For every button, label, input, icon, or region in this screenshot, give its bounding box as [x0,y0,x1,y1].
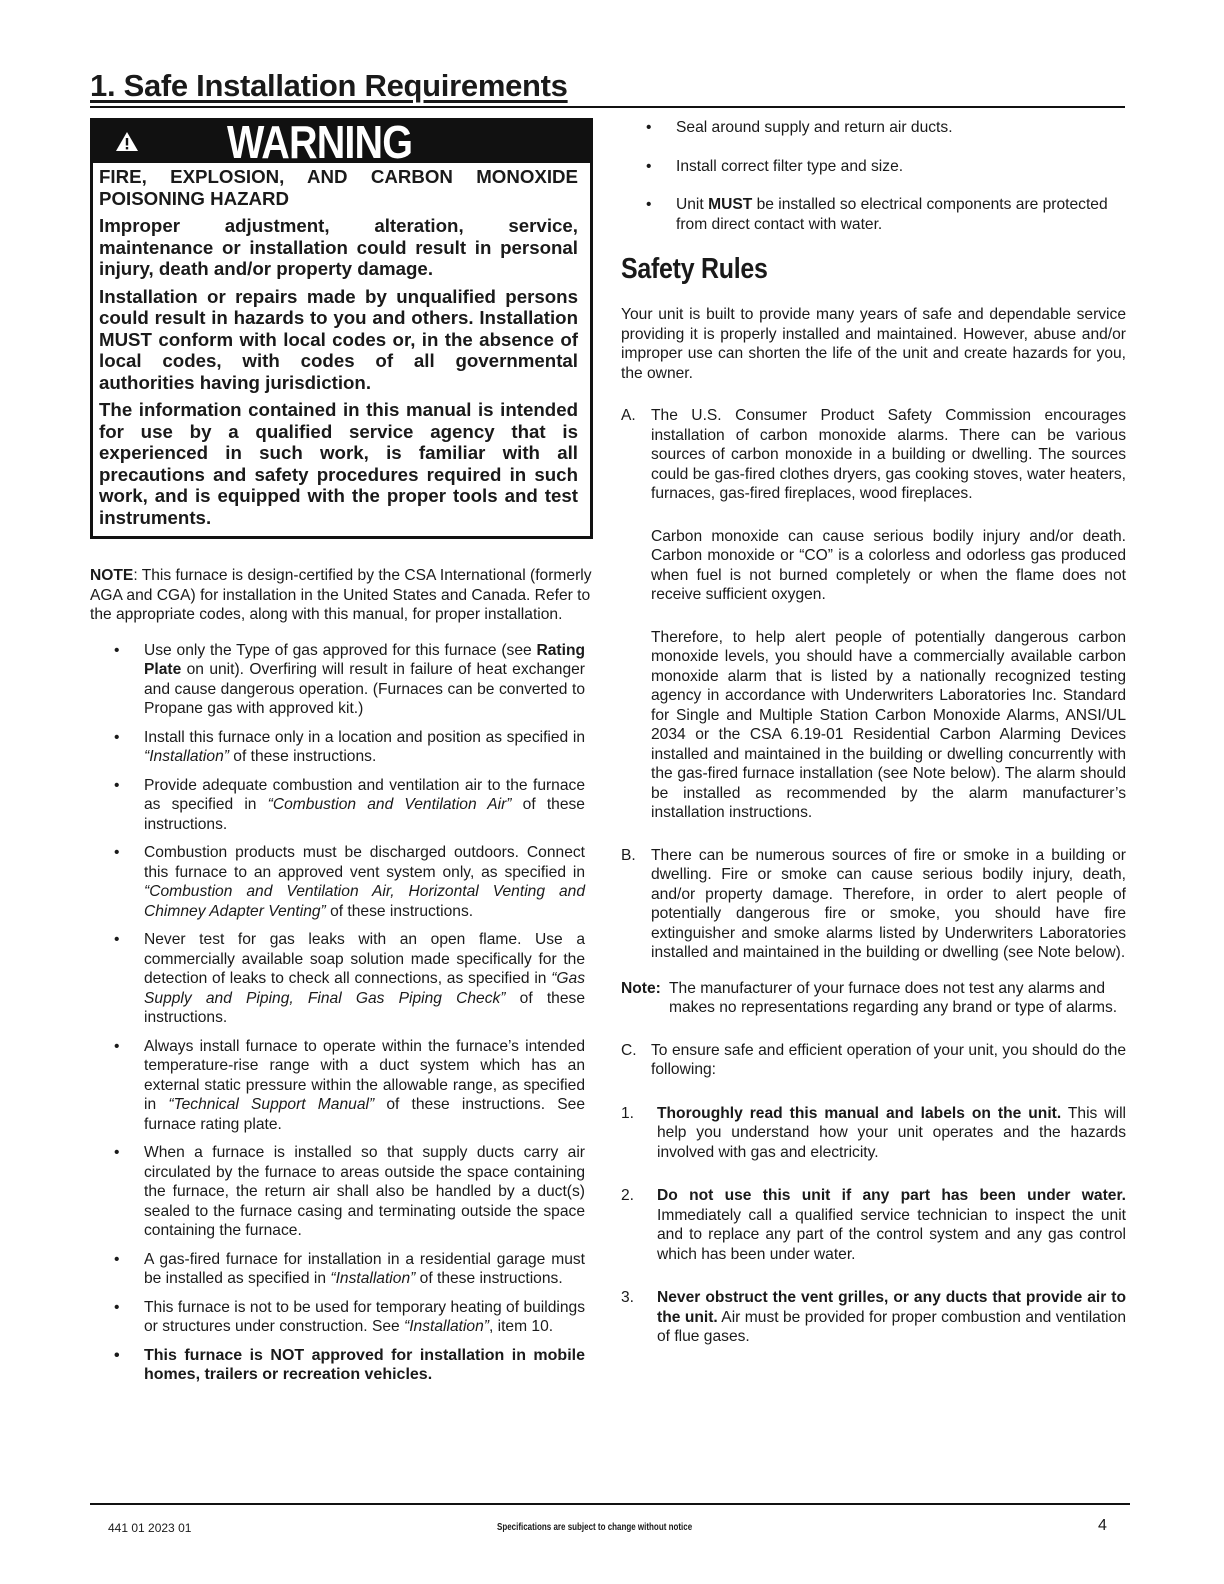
warning-box [90,118,593,539]
bullet-icon: • [114,1346,120,1364]
note-paragraph [90,566,593,625]
item-c [621,1041,1126,1080]
safety-intro: Your unit is built to provide many years of safe and dependable service providing it is properly installed and maintained. However, abuse and/or improper use can shorten the life of the unit and create hazards for you, the owner. [621,306,1126,382]
item-a-text: The U.S. Consumer Product Safety Commission encourages installation of carbon monoxide alarms. There can be various sources of carbon monoxide in a building or dwelling. The sources could be gas-fired clothes dryers, gas cooking stoves, water heaters, furnaces, gas-fired fireplaces, wood fireplaces. [651,407,1126,502]
footer-notice: Specifications are subject to change without notice [497,1522,693,1533]
bullet-icon: • [646,157,652,175]
bullet-icon: • [646,119,652,136]
list-item: • Combustion products must be discharged outdoors. Connect this furnace to an approved vent system only, as specified in “Combustion and Ventilation Air, Horizontal Venting and Chimney Adapter Venting” of these instructions. [114,844,585,920]
numbered-item: 2. Do not use this unit if any part has been under water. Immediately call a qualified service technician to inspect the unit and to replace any part of the control system and any gas control which has been under water. [621,1187,1126,1263]
alarm-note-label: Note: [621,979,661,997]
warning-paragraph: Installation or repairs made by unqualified persons could result in hazards to you and others. Installation MUST conform with local codes or, in the absence of local codes, with codes of all governmental authorities having jurisdiction. [99,285,578,393]
bullet-icon: • [114,776,120,794]
page-number: 4 [1098,1517,1107,1534]
list-item: • Always install furnace to operate within the furnace’s intended temperature-rise range with a duct system which has an external static pressure within the allowable range, as specified in “Technical Support Manual” of these instructions. See furnace rating plate. [114,1037,585,1133]
note-text: : This furnace is design-certified by the CSA International (formerly AGA and CGA) for installation in the United States and Canada. Refer to the appropriate codes, along with this manual, for proper installation. [90,567,592,623]
item-b-text: There can be numerous sources of fire or smoke in a building or dwelling. Fire or smoke can cause serious bodily injury, death, and/or property damage. Therefore, in order to alert people of potentially dangerous fire or smoke, you should have fire extinguisher and smoke alarms listed by Underwriters Laboratories installed and maintained in the building or dwelling (see Note below). [651,846,1126,961]
warning-body [93,163,590,536]
bullet-icon: • [114,844,120,861]
requirements-list [90,641,593,1385]
numbered-item: 1. Thoroughly read this manual and labels on the unit. This will help you understand how your unit operates and the hazards involved with gas and electricity. [621,1104,1126,1161]
section-title: 1. Safe Installation Requirements [90,68,568,103]
document-number: 441 01 2023 01 [108,1521,192,1535]
list-item: • This furnace is not to be used for temporary heating of buildings or structures under construction. See “Installation”, item 10. [114,1298,585,1335]
bullet-icon: • [114,728,120,746]
warning-paragraph: Improper adjustment, alteration, service, maintenance or installation could result in personal injury, death and/or property damage. [99,215,578,279]
bullet-icon: • [114,1144,120,1161]
list-item: • A gas-fired furnace for installation in a residential garage must be installed as specified in “Installation” of these instructions. [114,1250,585,1287]
bullet-icon: • [114,1037,120,1055]
bullet-icon: • [114,1298,120,1316]
left-column [90,118,593,1394]
item-a-label: A. [621,407,636,424]
item-b [621,846,1126,963]
bullet-icon: • [114,931,120,948]
alarm-note [621,979,1126,1018]
list-item: • Never test for gas leaks with an open flame. Use a commercially available soap solution made specifically for the detection of leaks to check all connections, as specified in “Gas Supply and Piping, Final Gas Piping Check” of these instructions. [114,931,585,1026]
alarm-note-text: The manufacturer of your furnace does not test any alarms and makes no representations regarding any brand or type of alarms. [669,979,1118,1016]
item-c-label: C. [621,1041,637,1059]
numbered-item: 3. Never obstruct the vent grilles, or any ducts that provide air to the unit. Air must be provided for proper combustion and ventilation of flue gases. [621,1289,1126,1345]
warning-paragraph: The information contained in this manual is intended for use by a qualified service agency that is experienced in such work, is familiar with all precautions and safety procedures required in such work, and is equipped with the proper tools and test instruments. [99,399,578,528]
item-a-paragraph: Therefore, to help alert people of potentially dangerous carbon monoxide levels, you should have a commercially available carbon monoxide alarm that is listed by a nationally recognized testing agency in accordance with Underwriters Laboratories Inc. Standard for Single and Multiple Station Carbon Monoxide Alarms, ANSI/UL 2034 or the CSA 6.19-01 Residential Carbon Alarming Devices installed and maintained in the building or dwelling concurrently with the gas-fired furnace installation (see Note below). The alarm should be installed as recommended by the alarm manufacturer’s installation instructions. [651,628,1126,821]
list-item: • Seal around supply and return air ducts. [646,119,953,136]
duct-requirements-list [621,118,1126,234]
list-item: • Use only the Type of gas approved for this furnace (see Rating Plate on unit). Overfiring will result in failure of heat exchanger and cause dangerous operation. (Furnaces can be converted to Propane gas with approved kit.) [114,641,585,717]
list-item: • Provide adequate combustion and ventilation air to the furnace as specified in “Combustion and Ventilation Air” of these instructions. [114,776,585,833]
warning-hazard-title: FIRE, EXPLOSION, AND CARBON MONOXIDE POISONING HAZARD [99,166,578,209]
item-b-label: B. [621,846,636,864]
bullet-icon: • [114,641,120,659]
note-label: NOTE [90,567,134,584]
right-column [621,118,1126,1347]
list-item-bold: • This furnace is NOT approved for installation in mobile homes, trailers or recreation vehicles. [114,1346,585,1383]
warning-header [93,116,590,168]
page-footer [90,1503,1130,1535]
bullet-icon: • [646,196,652,213]
safety-rules-heading: Safety Rules [621,253,768,285]
item-c-text: To ensure safe and efficient operation of your unit, you should do the following: [651,1041,1126,1078]
warning-heading: WARNING [227,116,413,168]
list-item: • Install this furnace only in a location and position as specified in “Installation” of these instructions. [114,728,585,765]
section-title-bar [90,66,1125,108]
list-item: • Unit MUST be installed so electrical components are protected from direct contact with water. [646,196,1108,233]
item-a-paragraph: Carbon monoxide can cause serious bodily injury and/or death. Carbon monoxide or “CO” is a colorless and odorless gas produced when fuel is not burned completely or when the flame does not receive sufficient oxygen. [651,527,1126,603]
bullet-icon: • [114,1250,120,1268]
warning-triangle-icon [115,131,139,152]
item-a [621,406,1126,504]
list-item: • When a furnace is installed so that supply ducts carry air circulated by the furnace to areas outside the space containing the furnace, the return air shall also be handled by a duct(s) sealed to the furnace casing and terminating outside the space containing the furnace. [114,1144,585,1239]
list-item: • Install correct filter type and size. [646,157,904,175]
